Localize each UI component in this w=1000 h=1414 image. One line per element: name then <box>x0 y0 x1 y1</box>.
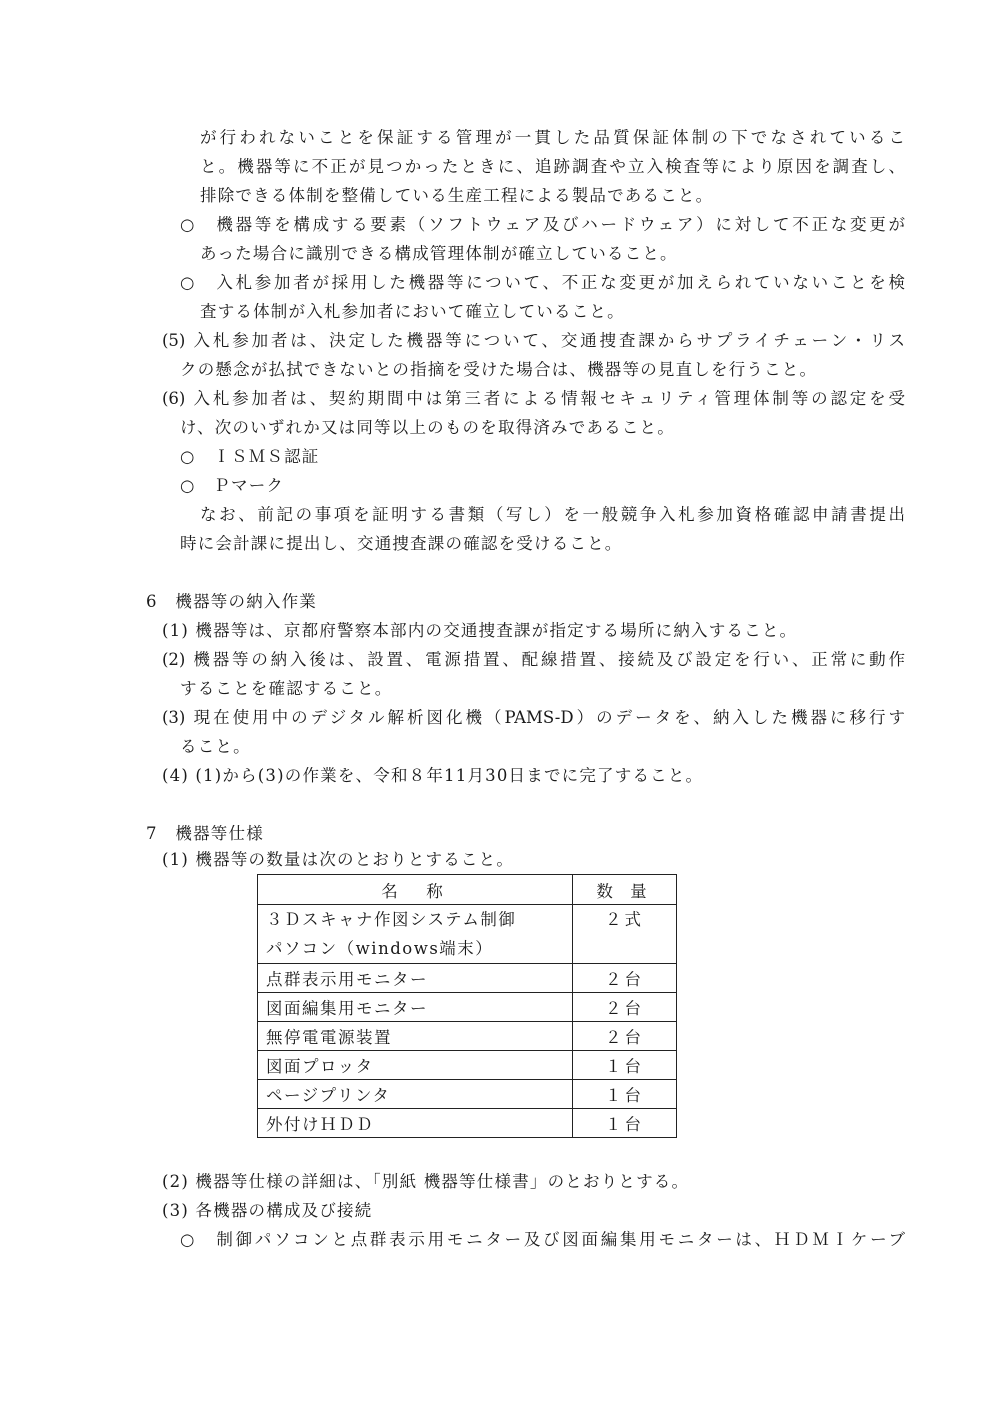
section-heading: 7 機器等仕様 <box>146 824 264 843</box>
paragraph-line: ること。 <box>180 737 251 756</box>
table-cell-name: 外付けＨＤＤ <box>258 1109 573 1138</box>
paragraph-line: け、次のいずれか又は同等以上のものを取得済みであること。 <box>180 418 675 437</box>
bullet-item: ○ Ｐマーク <box>180 476 285 495</box>
numbered-item: (5) 入札参加者は、決定した機器等について、交通捜査課からサプライチェーン・リス <box>162 331 905 350</box>
table-row <box>258 1109 677 1138</box>
table-cell-name: 点群表示用モニター <box>258 964 573 993</box>
numbered-item: (1) 機器等は、京都府警察本部内の交通捜査課が指定する場所に納入すること。 <box>162 621 798 640</box>
paragraph-line: 時に会計課に提出し、交通捜査課の確認を受けること。 <box>180 534 623 553</box>
equipment-table <box>257 874 677 1138</box>
table-row <box>258 1051 677 1080</box>
numbered-item: (6) 入札参加者は、契約期間中は第三者による情報セキュリティ管理体制等の認定を受 <box>162 389 905 408</box>
paragraph-line: クの懸念が払拭できないとの指摘を受けた場合は、機器等の見直しを行うこと。 <box>180 360 818 379</box>
numbered-item: (2) 機器等の納入後は、設置、電源措置、配線措置、接続及び設定を行い、正常に動作 <box>162 650 905 669</box>
table-row <box>258 993 677 1022</box>
table-header-row <box>258 875 677 905</box>
numbered-item: (3) 各機器の構成及び接続 <box>162 1201 373 1220</box>
numbered-item: (1) 機器等の数量は次のとおりとすること。 <box>162 850 515 869</box>
table-cell-qty: １台 <box>573 1109 677 1138</box>
numbered-item: (3) 現在使用中のデジタル解析図化機（PAMS-D）のデータを、納入した機器に移行す <box>162 708 905 727</box>
table-cell-qty: ２台 <box>573 993 677 1022</box>
paragraph-line: なお、前記の事項を証明する書類（写し）を一般競争入札参加資格確認申請書提出 <box>200 505 905 524</box>
paragraph-line: することを確認すること。 <box>180 679 393 698</box>
table-cell-name: ページプリンタ <box>258 1080 573 1109</box>
table-cell-qty: ２台 <box>573 964 677 993</box>
table-row <box>258 964 677 993</box>
table-cell-name-line: ３Ｄスキャナ作図システム制御 <box>266 910 517 929</box>
paragraph-line: あった場合に識別できる構成管理体制が確立していること。 <box>200 244 678 263</box>
table-cell-name: 図面プロッタ <box>258 1051 573 1080</box>
bullet-item: ○ 制御パソコンと点群表示用モニター及び図面編集用モニターは、ＨＤＭＩケーブ <box>180 1230 905 1249</box>
table-cell-qty: １台 <box>573 1080 677 1109</box>
table-cell-name-line: パソコン（windows端末） <box>266 939 494 958</box>
section-heading: 6 機器等の納入作業 <box>146 592 317 611</box>
paragraph-line: と。機器等に不正が見つかったときに、追跡調査や立入検査等により原因を調査し、 <box>200 157 905 176</box>
paragraph-line: 査する体制が入札参加者において確立していること。 <box>200 302 625 321</box>
table-cell-name <box>258 905 573 964</box>
table-row <box>258 905 677 964</box>
table-row <box>258 1022 677 1051</box>
bullet-item: ○ 機器等を構成する要素（ソフトウェア及びハードウェア）に対して不正な変更が <box>180 215 905 234</box>
table-cell-name: 無停電電源装置 <box>258 1022 573 1051</box>
table-cell-name: 図面編集用モニター <box>258 993 573 1022</box>
paragraph-line: 排除できる体制を整備している生産工程による製品であること。 <box>200 186 714 205</box>
table-header-name: 名 称 <box>258 875 573 905</box>
table-row <box>258 1080 677 1109</box>
bullet-item: ○ ＩＳＭＳ認証 <box>180 447 320 466</box>
paragraph-line: が行われないことを保証する管理が一貫した品質保証体制の下でなされているこ <box>200 128 905 147</box>
table-cell-qty: １台 <box>573 1051 677 1080</box>
table-cell-qty: ２台 <box>573 1022 677 1051</box>
qty-value: ２式 <box>605 910 644 929</box>
numbered-item: (4) (1)から(3)の作業を、令和８年11月30日までに完了すること。 <box>162 766 704 785</box>
table-header-qty: 数 量 <box>573 875 677 905</box>
bullet-item: ○ 入札参加者が採用した機器等について、不正な変更が加えられていないことを検 <box>180 273 905 292</box>
table-cell-qty <box>573 905 677 964</box>
numbered-item: (2) 機器等仕様の詳細は、「別紙 機器等仕様書」のとおりとする。 <box>162 1172 690 1191</box>
